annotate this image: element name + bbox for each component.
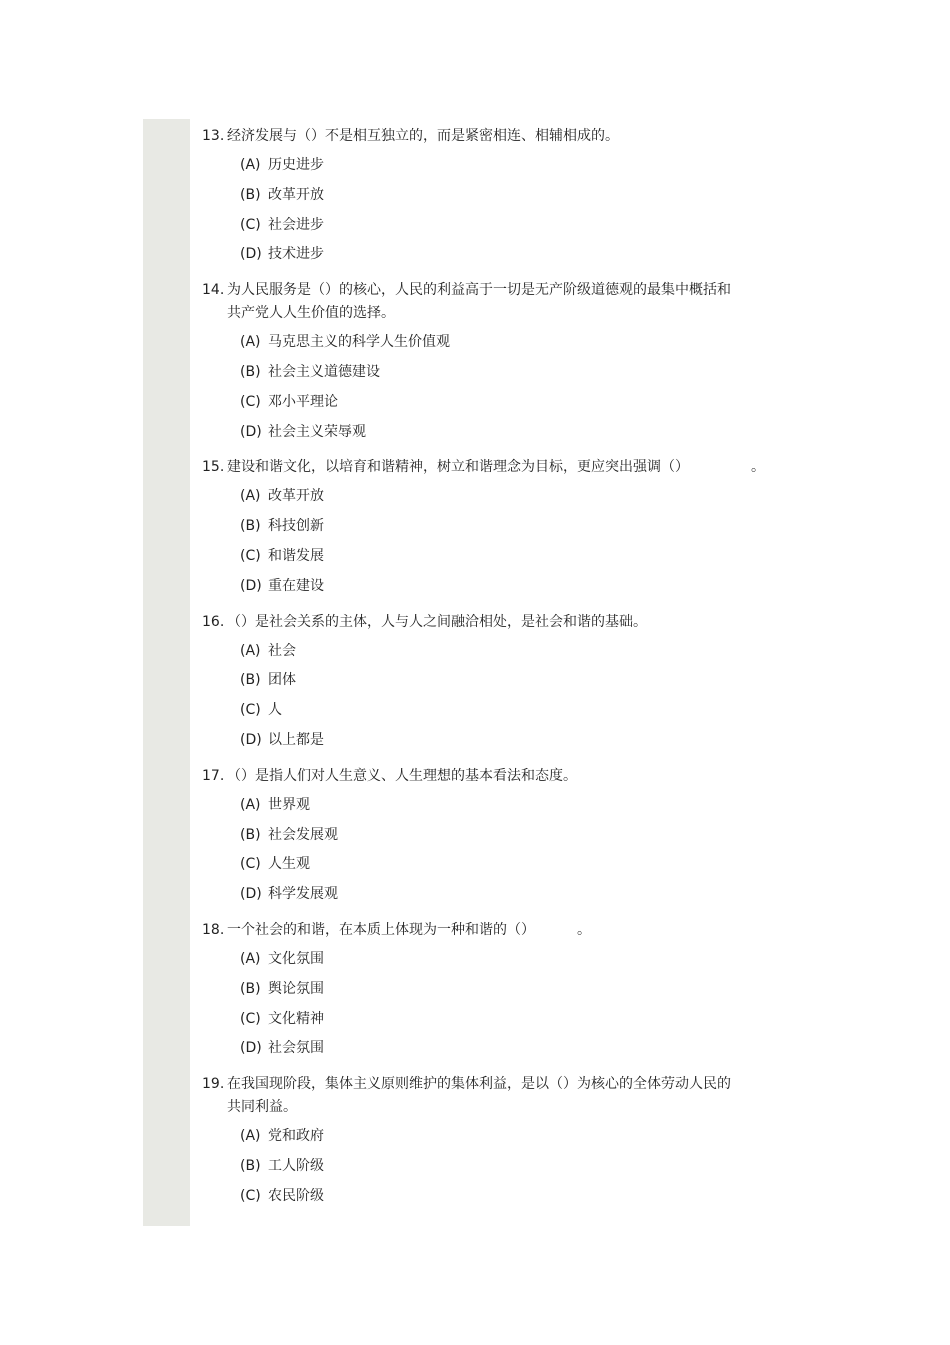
option-b[interactable] bbox=[240, 669, 802, 699]
option-label: (A) bbox=[240, 1128, 261, 1145]
option-text: 技术进步 bbox=[268, 246, 324, 263]
question-text: （）是指人们对人生意义、人生理想的基本看法和态度。 bbox=[227, 767, 577, 784]
option-text: 文化精神 bbox=[268, 1010, 324, 1027]
option-text: 社会进步 bbox=[268, 216, 324, 233]
question-15 bbox=[202, 456, 802, 604]
option-label: (C) bbox=[240, 1187, 261, 1204]
option-b[interactable] bbox=[240, 978, 802, 1008]
option-text: 社会 bbox=[268, 642, 296, 659]
option-d[interactable] bbox=[240, 729, 802, 759]
option-text: 党和政府 bbox=[268, 1128, 324, 1145]
option-b[interactable] bbox=[240, 361, 802, 391]
option-list bbox=[202, 485, 802, 604]
option-label: (D) bbox=[240, 577, 262, 594]
option-a[interactable] bbox=[240, 154, 802, 184]
option-text: 人 bbox=[268, 702, 282, 719]
question-stem bbox=[202, 125, 742, 148]
question-stem bbox=[202, 1073, 742, 1119]
option-d[interactable] bbox=[240, 575, 802, 605]
option-label: (C) bbox=[240, 216, 261, 233]
option-a[interactable] bbox=[240, 1125, 802, 1155]
question-19 bbox=[202, 1073, 802, 1214]
option-text: 社会发展观 bbox=[268, 826, 338, 843]
option-label: (D) bbox=[240, 423, 262, 440]
option-b[interactable] bbox=[240, 1155, 802, 1185]
question-text: （）是社会关系的主体，人与人之间融洽相处，是社会和谐的基础。 bbox=[227, 613, 647, 630]
question-stem bbox=[202, 456, 782, 479]
question-14 bbox=[202, 279, 802, 450]
option-list bbox=[202, 640, 802, 759]
option-b[interactable] bbox=[240, 824, 802, 854]
question-stem bbox=[202, 765, 742, 788]
option-d[interactable] bbox=[240, 1037, 802, 1067]
option-c[interactable] bbox=[240, 1185, 802, 1215]
option-list bbox=[202, 331, 802, 450]
option-text: 历史进步 bbox=[268, 157, 324, 173]
option-a[interactable] bbox=[240, 948, 802, 978]
question-stem bbox=[202, 279, 742, 325]
option-c[interactable] bbox=[240, 214, 802, 244]
question-stem bbox=[202, 919, 742, 942]
option-label: (A) bbox=[240, 334, 261, 351]
option-text: 工人阶级 bbox=[268, 1157, 324, 1174]
question-list bbox=[202, 125, 802, 1221]
option-text: 舆论氛围 bbox=[268, 980, 324, 997]
option-text: 以上都是 bbox=[268, 731, 324, 748]
option-label: (D) bbox=[240, 731, 262, 748]
option-text: 科学发展观 bbox=[268, 886, 338, 903]
option-text: 邓小平理论 bbox=[268, 393, 338, 410]
question-number: 15. bbox=[202, 459, 225, 476]
option-text: 改革开放 bbox=[268, 186, 324, 203]
question-text-tail: 。 bbox=[577, 921, 591, 938]
option-text: 社会氛围 bbox=[268, 1040, 324, 1057]
question-16 bbox=[202, 611, 802, 759]
option-label: (B) bbox=[240, 672, 261, 689]
option-label: (A) bbox=[240, 488, 261, 505]
option-text: 团体 bbox=[268, 672, 296, 689]
option-label: (D) bbox=[240, 246, 262, 263]
option-b[interactable] bbox=[240, 515, 802, 545]
option-label: (B) bbox=[240, 363, 261, 380]
option-label: (A) bbox=[240, 157, 261, 173]
question-stem bbox=[202, 611, 742, 634]
option-c[interactable] bbox=[240, 853, 802, 883]
question-number: 19. bbox=[202, 1076, 225, 1093]
option-text: 马克思主义的科学人生价值观 bbox=[268, 334, 450, 351]
option-label: (A) bbox=[240, 796, 261, 813]
question-number: 17. bbox=[202, 767, 225, 784]
question-13 bbox=[202, 125, 802, 273]
option-d[interactable] bbox=[240, 883, 802, 913]
option-c[interactable] bbox=[240, 1008, 802, 1038]
question-text: 为人民服务是（）的核心，人民的利益高于一切是无产阶级道德观的最集中概括和共产党人人生价值的选择。 bbox=[227, 282, 731, 322]
option-a[interactable] bbox=[240, 331, 802, 361]
question-text: 在我国现阶段，集体主义原则维护的集体利益，是以（）为核心的全体劳动人民的共同利益。 bbox=[227, 1076, 731, 1116]
option-label: (A) bbox=[240, 950, 261, 967]
option-text: 改革开放 bbox=[268, 488, 324, 505]
option-text: 社会主义荣辱观 bbox=[268, 423, 366, 440]
question-text-tail: 。 bbox=[751, 459, 765, 476]
question-number: 14. bbox=[202, 282, 225, 299]
option-list bbox=[202, 154, 802, 273]
option-label: (D) bbox=[240, 886, 262, 903]
option-list bbox=[202, 794, 802, 913]
option-label: (B) bbox=[240, 1157, 261, 1174]
option-text: 人生观 bbox=[268, 856, 310, 873]
option-text: 社会主义道德建设 bbox=[268, 363, 380, 380]
option-list bbox=[202, 1125, 802, 1214]
option-text: 科技创新 bbox=[268, 518, 324, 535]
option-label: (D) bbox=[240, 1040, 262, 1057]
option-label: (A) bbox=[240, 642, 261, 659]
question-18 bbox=[202, 919, 802, 1067]
option-a[interactable] bbox=[240, 640, 802, 670]
option-text: 重在建设 bbox=[268, 577, 324, 594]
option-c[interactable] bbox=[240, 391, 802, 421]
question-text-body: 建设和谐文化，以培育和谐精神，树立和谐理念为目标，更应突出强调（） bbox=[227, 459, 689, 476]
option-text: 文化氛围 bbox=[268, 950, 324, 967]
option-label: (C) bbox=[240, 856, 261, 873]
question-number: 18. bbox=[202, 921, 225, 938]
option-b[interactable] bbox=[240, 184, 802, 214]
question-17 bbox=[202, 765, 802, 913]
option-text: 世界观 bbox=[268, 796, 310, 813]
option-c[interactable] bbox=[240, 699, 802, 729]
option-text: 农民阶级 bbox=[268, 1187, 324, 1204]
question-text bbox=[227, 456, 782, 479]
option-list bbox=[202, 948, 802, 1067]
option-label: (B) bbox=[240, 186, 261, 203]
option-label: (B) bbox=[240, 980, 261, 997]
question-number: 13. bbox=[202, 128, 225, 144]
left-margin-bar bbox=[143, 119, 190, 1226]
option-d[interactable] bbox=[240, 243, 802, 273]
option-label: (B) bbox=[240, 826, 261, 843]
option-c[interactable] bbox=[240, 545, 802, 575]
question-text-body: 一个社会的和谐，在本质上体现为一种和谐的（） bbox=[227, 921, 535, 938]
option-label: (B) bbox=[240, 518, 261, 535]
option-a[interactable] bbox=[240, 485, 802, 515]
option-a[interactable] bbox=[240, 794, 802, 824]
question-text bbox=[227, 919, 742, 942]
option-label: (C) bbox=[240, 393, 261, 410]
option-d[interactable] bbox=[240, 421, 802, 451]
option-label: (C) bbox=[240, 547, 261, 564]
option-label: (C) bbox=[240, 702, 261, 719]
question-number: 16. bbox=[202, 613, 225, 630]
option-label: (C) bbox=[240, 1010, 261, 1027]
question-text: 经济发展与（）不是相互独立的，而是紧密相连、相辅相成的。 bbox=[227, 128, 619, 144]
option-text: 和谐发展 bbox=[268, 547, 324, 564]
